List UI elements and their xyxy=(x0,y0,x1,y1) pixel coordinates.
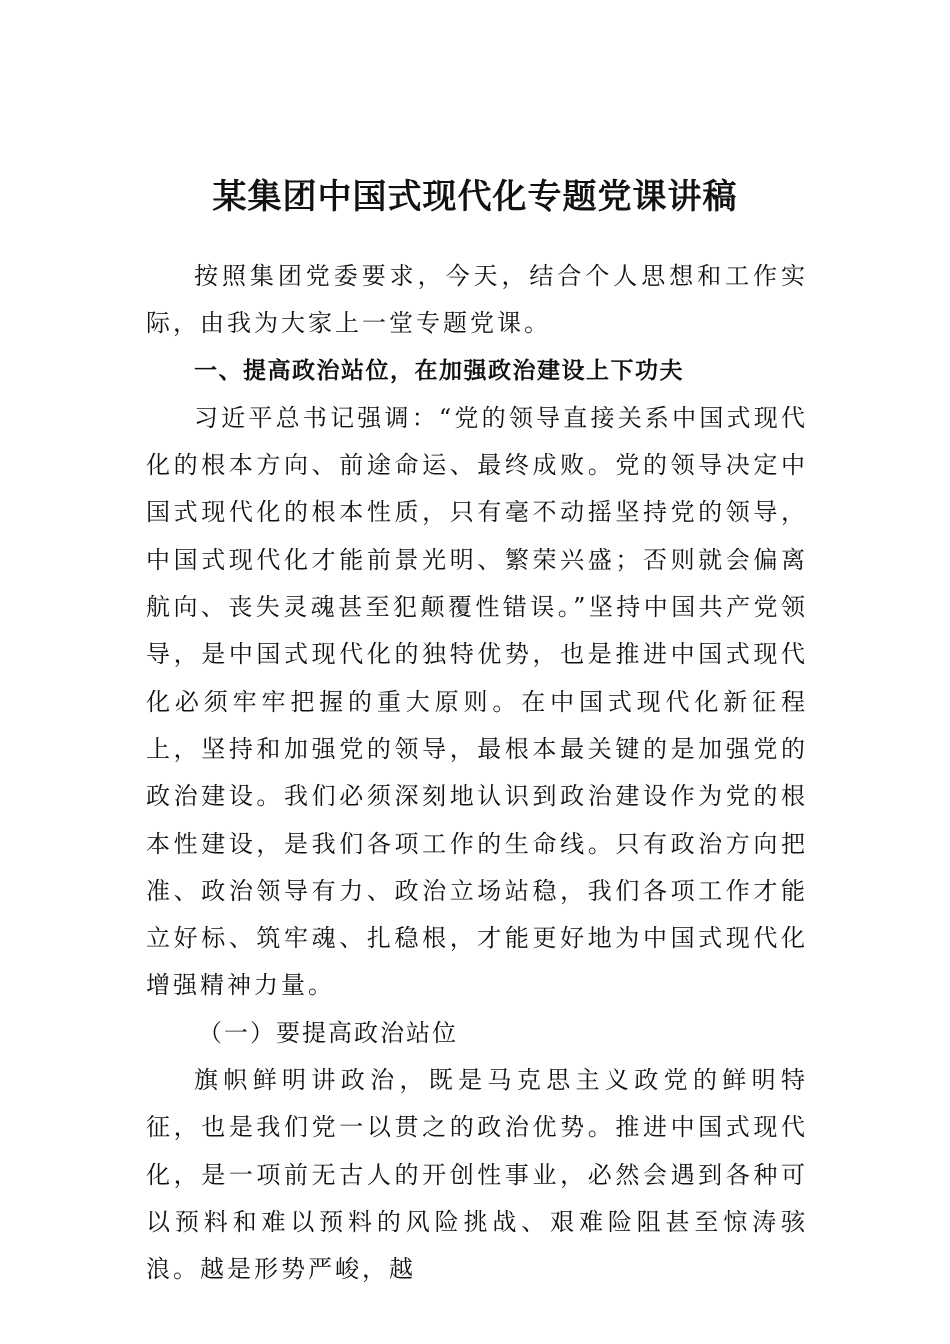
intro-paragraph: 按照集团党委要求，今天，结合个人思想和工作实际，由我为大家上一堂专题党课。 xyxy=(146,262,808,338)
document-body xyxy=(146,253,808,1294)
subsection-1-paragraph: 旗帜鲜明讲政治，既是马克思主义政党的鲜明特征，也是我们党一以贯之的政治优势。推进中国式现代化，是一项前无古人的开创性事业，必然会遇到各种可以预料和难以预料的风险挑战、艰难险阻甚至惊涛骇浪。越是形势严峻，越 xyxy=(146,1066,808,1284)
subsection-heading-1: （一）要提高政治站位 xyxy=(198,1018,458,1047)
section-1-paragraph: 习近平总书记强调：“党的领导直接关系中国式现代化的根本方向、前途命运、最终成败。党的领导决定中国式现代化的根本性质，只有毫不动摇坚持党的领导，中国式现代化才能前景光明、繁荣兴盛；否则就会偏离航向、丧失灵魂甚至犯颠覆性错误。”坚持中国共产党领导，是中国式现代化的独特优势，也是推进中国式现代化必须牢牢把握的重大原则。在中国式现代化新征程上，坚持和加强党的领导，最根本最关键的是加强党的政治建设。我们必须深刻地认识到政治建设作为党的根本性建设，是我们各项工作的生命线。只有政治方向把准、政治领导有力、政治立场站稳，我们各项工作才能立好标、筑牢魂、扎稳根，才能更好地为中国式现代化增强精神力量。 xyxy=(146,403,808,1000)
document-title: 某集团中国式现代化专题党课讲稿 xyxy=(212,177,738,217)
section-heading-1: 一、提高政治站位，在加强政治建设上下功夫 xyxy=(194,357,684,384)
